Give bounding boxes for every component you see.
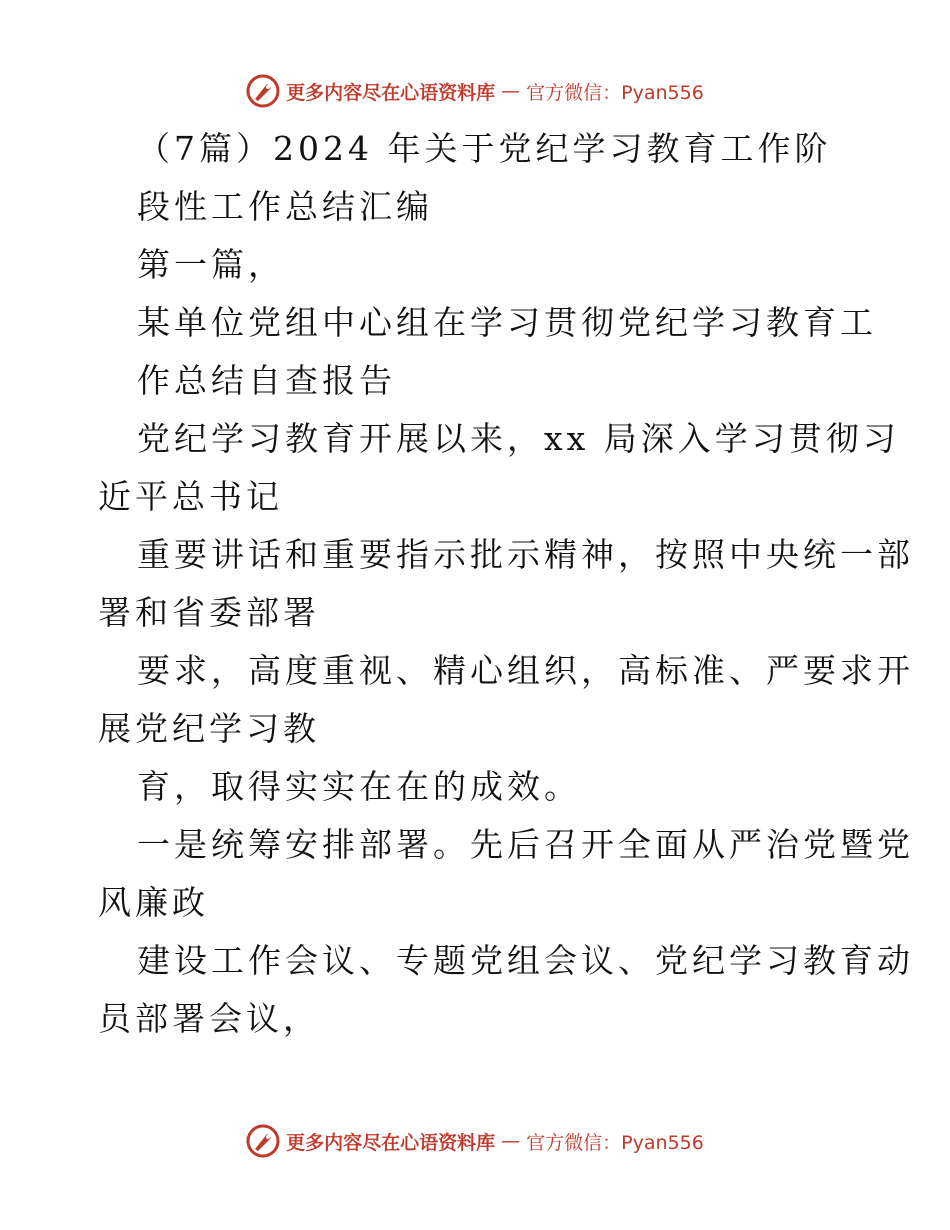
banner-sub-text: 官方微信：Pyan556: [526, 1131, 704, 1154]
paragraph-line: 要求，高度重视、精心组织，高标准、严要求开: [137, 651, 914, 690]
document-title-line-2: 段性工作总结汇编: [137, 187, 433, 226]
paragraph-line: 育，取得实实在在的成效。: [137, 767, 581, 806]
document-title-line-1: （7篇）2024 年关于党纪学习教育工作阶: [137, 129, 832, 168]
paragraph-line: 建设工作会议、专题党组会议、党纪学习教育动: [137, 941, 914, 980]
paragraph-line: 风廉政: [98, 883, 209, 922]
subtitle-line-1: 某单位党组中心组在学习贯彻党纪学习教育工: [137, 303, 877, 342]
banner-dash: —: [501, 80, 521, 102]
paragraph-line: 展党纪学习教: [98, 709, 320, 748]
header-banner: [0, 71, 950, 111]
banner-sub-text: 官方微信：Pyan556: [526, 81, 704, 104]
section-heading: 第一篇，: [137, 245, 285, 284]
paragraph-line: 党纪学习教育开展以来，xx 局深入学习贯彻习: [137, 419, 900, 458]
paragraph-line: 一是统筹安排部署。先后召开全面从严治党暨党: [137, 825, 914, 864]
banner-main-text: 更多内容尽在心语资料库: [286, 81, 496, 104]
banner-dash: —: [501, 1130, 521, 1152]
paragraph-line: 员部署会议，: [98, 999, 320, 1038]
banner-main-text: 更多内容尽在心语资料库: [286, 1131, 496, 1154]
paragraph-line: 署和省委部署: [98, 593, 320, 632]
paragraph-line: 重要讲话和重要指示批示精神，按照中央统一部: [137, 535, 914, 574]
pen-nib-logo-icon: [246, 1124, 280, 1158]
footer-banner: [0, 1121, 950, 1161]
subtitle-line-2: 作总结自查报告: [137, 361, 396, 400]
paragraph-line: 近平总书记: [98, 477, 283, 516]
pen-nib-logo-icon: [246, 74, 280, 108]
